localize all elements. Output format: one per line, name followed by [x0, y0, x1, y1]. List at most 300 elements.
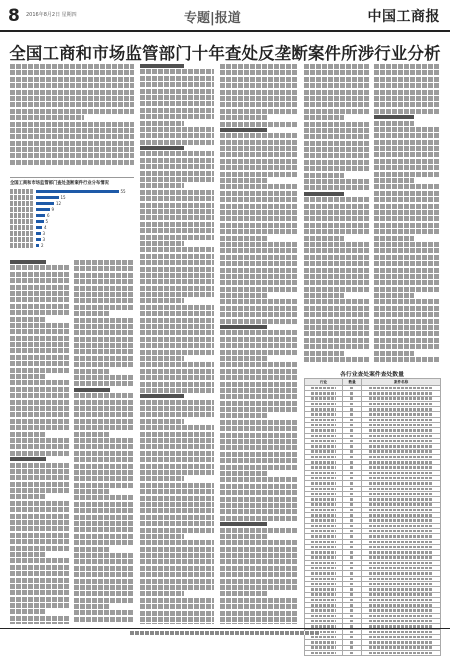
text-line: [220, 452, 298, 457]
text-line: [10, 565, 70, 570]
text-line: [304, 122, 370, 127]
text-line: [10, 603, 70, 608]
text-line: [74, 425, 134, 430]
text-line: [10, 546, 70, 551]
cell-text-placeholder: [369, 503, 434, 506]
text-line: [10, 400, 70, 405]
text-line: [10, 451, 70, 456]
text-line: [220, 133, 298, 138]
text-line: [304, 268, 370, 273]
text-line: [220, 343, 298, 348]
text-line: [220, 509, 298, 514]
cell-text-placeholder: [350, 599, 355, 602]
text-line: [220, 503, 298, 508]
text-column-2: [74, 260, 134, 624]
text-line: [10, 419, 70, 424]
text-line: [220, 540, 298, 545]
text-line: [220, 172, 298, 177]
text-line: [140, 183, 184, 188]
text-line: [220, 242, 298, 247]
text-line: [220, 579, 298, 584]
text-line: [10, 141, 134, 146]
text-line: [220, 299, 298, 304]
cell-text-placeholder: [350, 440, 355, 443]
text-line: [304, 128, 370, 133]
text-column-6: [374, 64, 440, 364]
text-line: [374, 146, 440, 151]
bar-category-label: [10, 195, 34, 200]
bar-category-label: [10, 201, 34, 206]
text-line: [220, 146, 298, 151]
text-line: [374, 236, 414, 241]
text-line: [74, 438, 134, 443]
text-line: [140, 566, 214, 571]
bar-value-label: 15: [60, 195, 66, 200]
cell-text-placeholder: [311, 583, 336, 586]
text-line: [220, 248, 298, 253]
text-line: [304, 185, 370, 190]
text-line: [220, 585, 298, 590]
cell-text-placeholder: [350, 535, 355, 538]
text-line: [74, 617, 134, 622]
text-line: [374, 248, 440, 253]
text-line: [140, 598, 214, 603]
text-line: [140, 127, 214, 132]
text-line: [374, 121, 414, 126]
text-line: [140, 388, 214, 393]
cell-text-placeholder: [350, 503, 355, 506]
cell-text-placeholder: [311, 445, 336, 448]
text-line: [220, 236, 267, 241]
subheading-line: [220, 325, 267, 329]
text-line: [140, 76, 214, 81]
text-line: [74, 400, 134, 405]
text-line: [10, 147, 134, 152]
text-line: [74, 324, 134, 329]
cell-text-placeholder: [369, 530, 434, 533]
text-line: [74, 610, 134, 615]
text-line: [220, 528, 298, 533]
text-line: [140, 114, 214, 119]
text-line: [10, 90, 134, 95]
text-line: [140, 489, 214, 494]
cell-text-placeholder: [350, 583, 355, 586]
text-line: [140, 95, 214, 100]
text-line: [304, 134, 370, 139]
cell-text-placeholder: [311, 498, 336, 501]
cell-text-placeholder: [311, 466, 336, 469]
bar-row: [10, 232, 134, 236]
text-line: [220, 293, 267, 298]
text-line: [140, 356, 184, 361]
text-column-4: [220, 64, 298, 624]
text-line: [74, 266, 134, 271]
text-line: [304, 242, 370, 247]
text-line: [140, 133, 214, 138]
bar-row: [10, 238, 134, 242]
cell-text-placeholder: [350, 477, 355, 480]
text-line: [374, 204, 440, 209]
text-line: [220, 197, 298, 202]
text-line: [374, 184, 440, 189]
text-line: [304, 312, 370, 317]
text-line: [10, 368, 70, 373]
cell-text-placeholder: [311, 541, 336, 544]
cell-text-placeholder: [311, 604, 336, 607]
cell-text-placeholder: [311, 652, 336, 655]
cell-text-placeholder: [311, 525, 336, 528]
bar-value-label: 3: [42, 231, 46, 236]
text-line: [140, 425, 214, 430]
text-line: [304, 331, 370, 336]
cell-text-placeholder: [350, 551, 355, 554]
table-row: [305, 650, 441, 655]
text-line: [140, 108, 214, 113]
text-line: [10, 507, 70, 512]
bar: [36, 190, 119, 193]
section-title: 专题|报道: [184, 11, 241, 26]
text-line: [74, 604, 110, 609]
bar-value-label: 55: [120, 189, 126, 194]
cell-text-placeholder: [311, 461, 336, 464]
text-line: [220, 204, 298, 209]
text-line: [74, 527, 134, 532]
cell-text-placeholder: [369, 456, 434, 459]
text-line: [140, 528, 214, 533]
text-line: [220, 210, 298, 215]
text-line: [74, 279, 134, 284]
text-line: [374, 77, 440, 82]
cell-text-placeholder: [350, 652, 355, 655]
text-line: [10, 96, 134, 101]
text-line: [140, 369, 214, 374]
text-line: [74, 286, 134, 291]
text-line: [74, 547, 110, 552]
text-line: [220, 140, 298, 145]
text-line: [220, 617, 298, 622]
cell-text-placeholder: [311, 567, 336, 570]
bar: [36, 214, 45, 217]
bar-row: [10, 226, 134, 230]
cell-text-placeholder: [311, 551, 336, 554]
cell-text-placeholder: [311, 493, 336, 496]
text-line: [220, 77, 298, 82]
text-line: [220, 64, 298, 69]
text-line: [304, 306, 370, 311]
cell-text-placeholder: [350, 646, 355, 649]
bar-row: [10, 220, 134, 224]
cell-text-placeholder: [350, 556, 355, 559]
cell-text-placeholder: [369, 392, 434, 395]
cell-text-placeholder: [369, 615, 434, 618]
text-line: [140, 177, 214, 182]
cell-text-placeholder: [369, 551, 434, 554]
text-line: [304, 109, 370, 114]
text-line: [74, 444, 134, 449]
cell-text-placeholder: [369, 562, 434, 565]
text-line: [304, 338, 370, 343]
text-line: [74, 470, 134, 475]
cell-text-placeholder: [311, 477, 336, 480]
chart-bars-area: [10, 190, 134, 254]
cell-text-placeholder: [350, 641, 355, 644]
text-line: [140, 298, 184, 303]
text-line: [304, 147, 370, 152]
text-line: [74, 349, 134, 354]
text-line: [304, 197, 370, 202]
text-line: [220, 497, 298, 502]
text-line: [10, 109, 134, 114]
text-line: [220, 388, 298, 393]
cell-text-placeholder: [350, 488, 355, 491]
text-line: [140, 82, 214, 87]
text-line: [140, 617, 214, 622]
text-line: [374, 223, 440, 228]
cell-text-placeholder: [369, 424, 434, 427]
text-line: [220, 268, 298, 273]
cell-text-placeholder: [350, 578, 355, 581]
cell-text-placeholder: [369, 578, 434, 581]
text-line: [220, 534, 267, 539]
text-line: [304, 83, 370, 88]
subheading-line: [304, 192, 344, 196]
text-line: [10, 115, 84, 120]
text-line: [10, 291, 70, 296]
cell-text-placeholder: [311, 413, 336, 416]
page-header: [0, 0, 450, 32]
cell-text-placeholder: [311, 488, 336, 491]
bar-category-label: [10, 213, 34, 218]
text-line: [220, 401, 298, 406]
text-line: [374, 261, 440, 266]
cell-text-placeholder: [350, 392, 355, 395]
text-line: [220, 216, 298, 221]
text-line: [304, 223, 370, 228]
cell-text-placeholder: [369, 498, 434, 501]
cell-text-placeholder: [350, 593, 355, 596]
text-line: [220, 623, 298, 624]
text-line: [374, 70, 440, 75]
text-line: [140, 311, 214, 316]
cell-text-placeholder: [311, 456, 336, 459]
text-line: [140, 470, 214, 475]
text-line: [10, 102, 134, 107]
cell-text-placeholder: [350, 450, 355, 453]
subheading-line: [374, 115, 414, 119]
text-line: [374, 351, 414, 356]
text-line: [220, 439, 298, 444]
text-line: [220, 458, 298, 463]
text-line: [220, 115, 267, 120]
text-line: [220, 165, 298, 170]
cell-text-placeholder: [350, 456, 355, 459]
text-line: [374, 338, 440, 343]
text-line: [74, 451, 134, 456]
text-line: [220, 598, 298, 603]
text-line: [304, 166, 370, 171]
text-line: [140, 457, 214, 462]
text-line: [74, 337, 134, 342]
cell-text-placeholder: [350, 466, 355, 469]
text-line: [374, 229, 440, 234]
cell-text-placeholder: [311, 503, 336, 506]
cell-text-placeholder: [350, 472, 355, 475]
text-line: [220, 433, 298, 438]
cell-text-placeholder: [350, 604, 355, 607]
cell-text-placeholder: [311, 641, 336, 644]
text-line: [140, 476, 184, 481]
text-line: [140, 585, 214, 590]
cell-text-placeholder: [369, 445, 434, 448]
text-line: [374, 287, 440, 292]
text-line: [140, 406, 214, 411]
cell-text-placeholder: [311, 419, 336, 422]
text-line: [10, 361, 70, 366]
text-line: [140, 382, 214, 387]
text-line: [374, 96, 440, 101]
cell-text-placeholder: [350, 541, 355, 544]
cell-text-placeholder: [350, 609, 355, 612]
text-line: [10, 488, 70, 493]
text-line: [140, 286, 214, 291]
bar-category-label: [10, 219, 34, 224]
cell-text-placeholder: [369, 519, 434, 522]
text-line: [374, 127, 440, 132]
text-line: [374, 152, 440, 157]
text-line: [304, 70, 370, 75]
cell-text-placeholder: [369, 413, 434, 416]
cell-text-placeholder: [350, 498, 355, 501]
text-line: [140, 515, 214, 520]
text-line: [74, 476, 134, 481]
bar-row: [10, 202, 134, 206]
text-line: [140, 591, 184, 596]
cell-text-placeholder: [350, 530, 355, 533]
cell-text-placeholder: [369, 461, 434, 464]
text-line: [374, 197, 440, 202]
text-line: [304, 179, 370, 184]
text-line: [220, 159, 298, 164]
text-line: [74, 489, 110, 494]
text-line: [74, 298, 134, 303]
cell-text-placeholder: [350, 429, 355, 432]
text-line: [220, 547, 298, 552]
text-line: [374, 210, 440, 215]
cell-text-placeholder: [369, 593, 434, 596]
cell-text-placeholder: [311, 440, 336, 443]
text-line: [10, 514, 70, 519]
text-line: [140, 553, 214, 558]
text-line: [140, 254, 214, 259]
text-line: [220, 516, 298, 521]
text-line: [220, 306, 298, 311]
text-line: [304, 357, 370, 362]
text-line: [10, 584, 70, 589]
text-line: [220, 465, 298, 470]
text-line: [10, 70, 134, 75]
text-line: [74, 572, 134, 577]
text-line: [140, 362, 214, 367]
text-line: [10, 438, 70, 443]
text-line: [10, 444, 70, 449]
cell-text-placeholder: [311, 482, 336, 485]
cell-text-placeholder: [369, 472, 434, 475]
cell-text-placeholder: [369, 641, 434, 644]
text-line: [74, 502, 134, 507]
text-line: [10, 342, 70, 347]
text-line: [220, 490, 298, 495]
text-line: [304, 293, 344, 298]
cell-text-placeholder: [311, 519, 336, 522]
cell-text-placeholder: [350, 387, 355, 390]
text-line: [10, 533, 70, 538]
text-line: [140, 235, 214, 240]
text-line: [10, 272, 70, 277]
table-cell: [362, 650, 441, 655]
text-line: [140, 164, 214, 169]
text-line: [10, 539, 70, 544]
bar-row: [10, 208, 134, 212]
cell-text-placeholder: [350, 572, 355, 575]
text-line: [220, 611, 298, 616]
table-header-case-name: 案件名称: [362, 379, 441, 386]
text-line: [10, 64, 134, 69]
text-line: [220, 255, 298, 260]
text-line: [374, 299, 440, 304]
text-line: [10, 571, 70, 576]
text-line: [10, 374, 46, 379]
text-line: [220, 375, 298, 380]
industry-bar-chart: [10, 177, 134, 256]
text-line: [220, 445, 298, 450]
cell-text-placeholder: [350, 620, 355, 623]
table-title: 各行业查处案件查处数量: [340, 372, 404, 378]
text-line: [304, 216, 370, 221]
cell-text-placeholder: [350, 397, 355, 400]
cell-text-placeholder: [369, 599, 434, 602]
article-headline: 全国工商和市场监管部门十年查处反垄断案件所涉行业分析: [9, 44, 441, 63]
text-line: [304, 77, 370, 82]
cell-text-placeholder: [369, 466, 434, 469]
cell-text-placeholder: [369, 604, 434, 607]
text-line: [140, 611, 214, 616]
text-line: [10, 387, 70, 392]
text-column-1: [10, 260, 70, 624]
text-line: [140, 209, 214, 214]
text-line: [220, 413, 267, 418]
text-line: [140, 496, 214, 501]
text-line: [74, 495, 134, 500]
bar-row: [10, 190, 134, 194]
text-line: [304, 141, 370, 146]
text-line: [10, 304, 70, 309]
text-line: [140, 69, 214, 74]
text-line: [74, 330, 134, 335]
text-line: [10, 329, 70, 334]
bar-value-label: 6: [47, 213, 50, 218]
text-line: [140, 534, 184, 539]
text-line: [220, 122, 298, 127]
text-line: [140, 292, 214, 297]
text-line: [220, 70, 298, 75]
table-header-count: 数量: [343, 379, 362, 386]
page-footer: [0, 628, 450, 641]
text-line: [10, 310, 70, 315]
cell-text-placeholder: [311, 588, 336, 591]
text-line: [140, 623, 214, 624]
text-line: [10, 425, 70, 430]
text-line: [374, 331, 440, 336]
